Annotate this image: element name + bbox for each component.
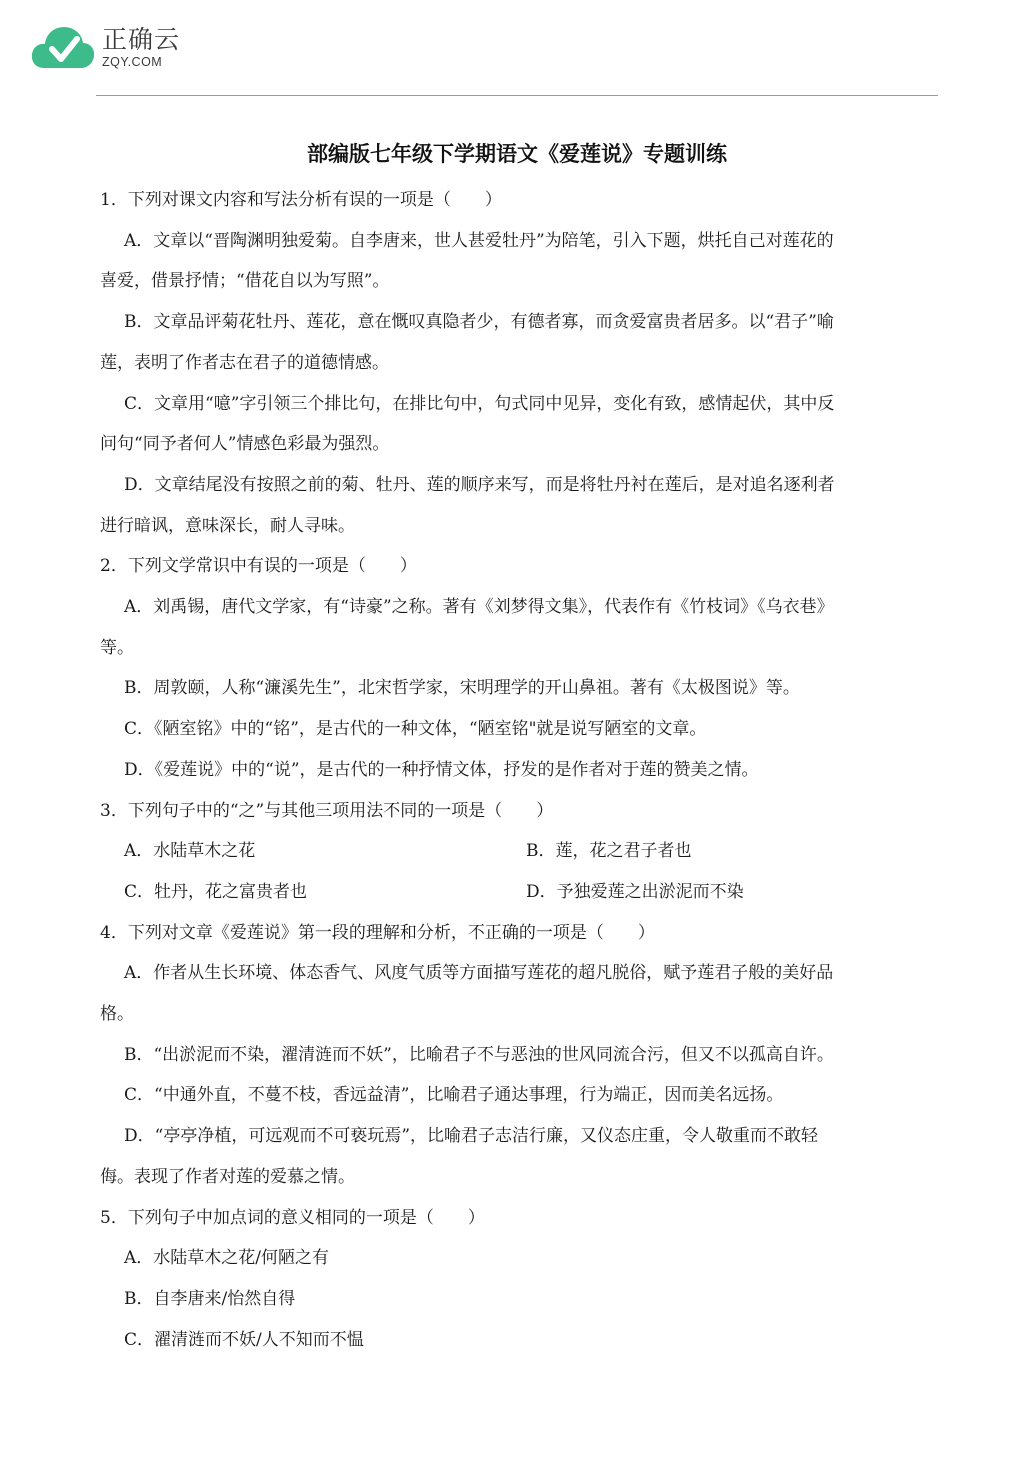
document-title: 部编版七年级下学期语文《爱莲说》专题训练 [307, 142, 727, 166]
option-line: B．文章品评菊花牡丹、莲花，意在慨叹真隐者少，有德者寡，而贪爱富贵者居多。以“君子”喻 [124, 312, 834, 333]
option-continuation: 等。 [100, 637, 134, 658]
option-continuation: 莲，表明了作者志在君子的道德情感。 [100, 352, 389, 373]
cloud-check-icon [30, 22, 96, 74]
brand-domain: ZQY.COM [102, 55, 163, 70]
site-header [30, 22, 180, 74]
question-stem: 5．下列句子中加点词的意义相同的一项是（ ） [100, 1207, 485, 1228]
question-stem: 2．下列文学常识中有误的一项是（ ） [100, 556, 417, 577]
option-continuation: 问句“同予者何人”情感色彩最为强烈。 [100, 434, 390, 455]
option-continuation: 喜爱，借景抒情；“借花自以为写照”。 [100, 271, 390, 292]
option-line: A．文章以“晋陶渊明独爱菊。自李唐来，世人甚爱牡丹”为陪笔，引入下题，烘托自己对莲花的 [124, 230, 834, 251]
question-stem: 4．下列对文章《爱莲说》第一段的理解和分析，不正确的一项是（ ） [100, 922, 655, 943]
option-cell: B．莲，花之君子者也 [526, 841, 692, 862]
option-line: C．《陋室铭》中的“铭”，是古代的一种文体，“陋室铭"就是说写陋室的文章。 [124, 719, 707, 740]
option-cell: D．予独爱莲之出淤泥而不染 [526, 881, 744, 902]
option-line: A．水陆草木之花/何陋之有 [124, 1248, 330, 1269]
brand-name: 正确云 [102, 25, 181, 55]
option-cell: C．牡丹，花之富贵者也 [124, 881, 308, 902]
option-row [100, 872, 924, 913]
option-row [100, 831, 924, 872]
option-line: D．文章结尾没有按照之前的菊、牡丹、莲的顺序来写，而是将牡丹衬在莲后，是对追名逐利者 [124, 474, 835, 495]
option-line: A．作者从生长环境、体态香气、风度气质等方面描写莲花的超凡脱俗，赋予莲君子般的美好品 [124, 963, 834, 984]
option-continuation: 格。 [100, 1004, 134, 1025]
option-line: C．文章用“噫”字引领三个排比句，在排比句中，句式同中见异，变化有致，感情起伏，其中反 [124, 393, 835, 414]
header-divider [96, 95, 938, 96]
option-line: A．刘禹锡，唐代文学家，有“诗豪”之称。著有《刘梦得文集》，代表作有《竹枝词》《乌衣巷》 [124, 597, 834, 618]
question-list [100, 180, 924, 1360]
question-stem: 1．下列对课文内容和写法分析有误的一项是（ ） [100, 190, 502, 210]
option-line: C．“中通外直，不蔓不枝，香远益清”，比喻君子通达事理，行为端正，因而美名远扬。 [124, 1085, 784, 1106]
option-cell: A．水陆草木之花 [124, 841, 256, 862]
option-line: B．周敦颐，人称“濂溪先生”，北宋哲学家，宋明理学的开山鼻祖。著有《太极图说》等。 [124, 678, 800, 699]
option-continuation: 进行暗讽，意味深长，耐人寻味。 [100, 515, 355, 536]
option-line: B．自李唐来/怡然自得 [124, 1288, 296, 1309]
option-line: C．濯清涟而不妖/人不知而不愠 [124, 1329, 364, 1350]
question-stem: 3．下列句子中的“之”与其他三项用法不同的一项是（ ） [100, 800, 554, 821]
brand [102, 27, 180, 69]
option-line: D．《爱莲说》中的“说”，是古代的一种抒情文体，抒发的是作者对于莲的赞美之情。 [124, 759, 759, 780]
option-line: D．“亭亭净植，可远观而不可亵玩焉”，比喻君子志洁行廉，又仪态庄重，令人敬重而不敢轻 [124, 1126, 819, 1147]
option-continuation: 侮。表现了作者对莲的爱慕之情。 [100, 1166, 355, 1187]
option-line: B．“出淤泥而不染，濯清涟而不妖”，比喻君子不与恶浊的世风同流合污，但又不以孤高自许。 [124, 1044, 834, 1065]
